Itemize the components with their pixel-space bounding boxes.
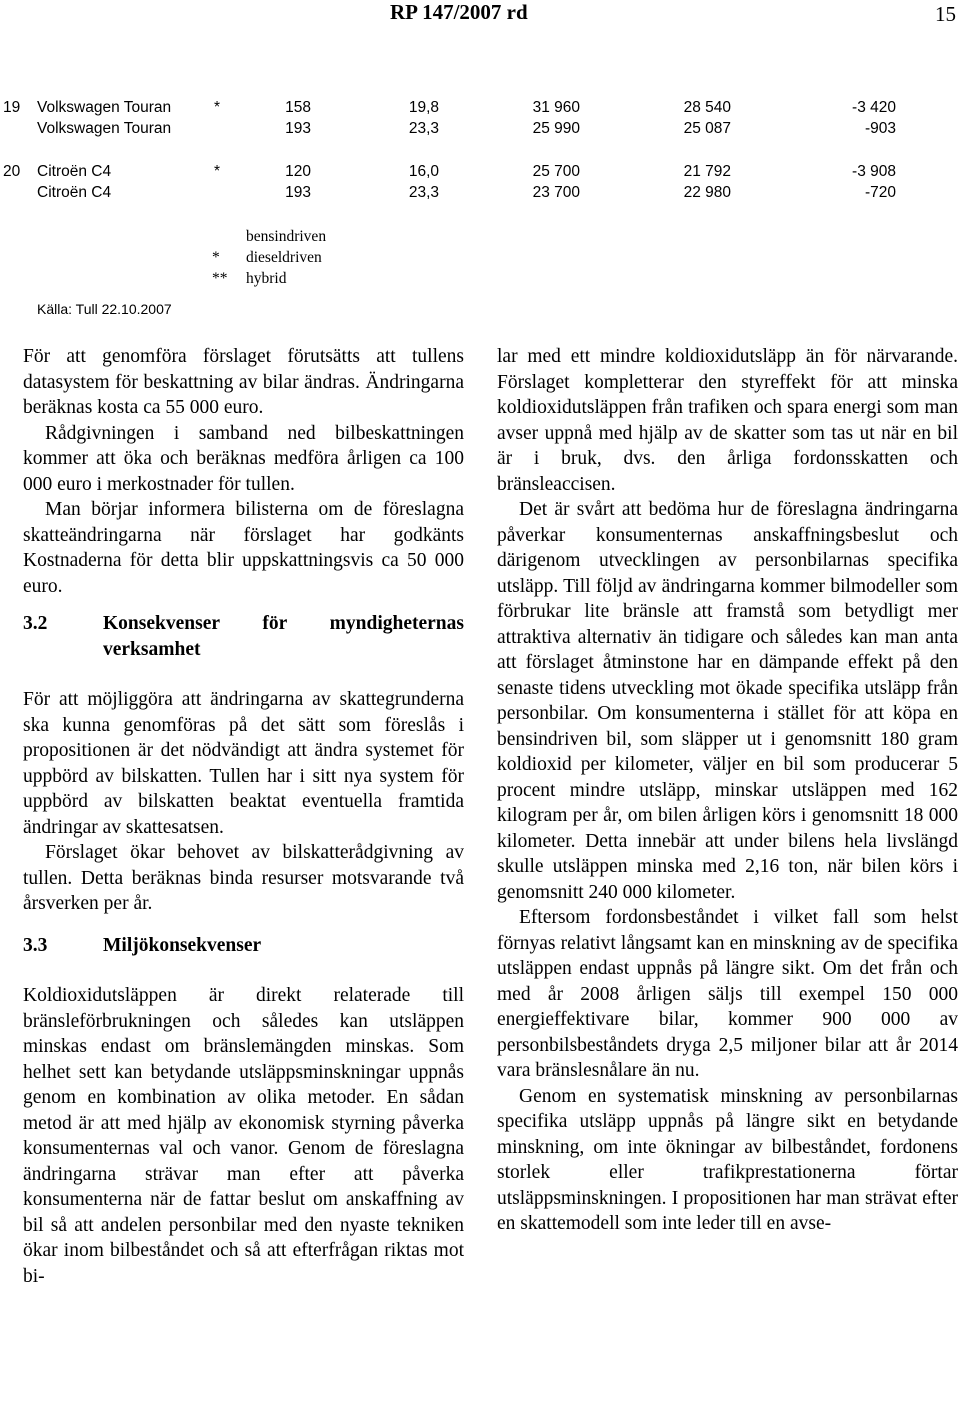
paragraph: För att genomföra förslaget förutsätts att tullens datasystem för beskattning av bilar ändras. Ändringarna beräknas kosta ca 55 000 euro. — [23, 346, 464, 418]
fuel-cell: * — [214, 99, 221, 116]
value-cell: 28 540 — [683, 99, 731, 116]
section-title: Miljökonsekvenser — [103, 934, 262, 956]
value-cell: -903 — [864, 120, 896, 137]
table-group — [0, 163, 960, 205]
paragraph: lar med ett mindre koldioxidutsläpp än för närvarande. Förslaget kompletterar den styreffekt för att minska koldioxidutsläppen från trafiken och spara energi som man avser uppnå med hjälp av de skatter som tas ut när en bil är i bruk, dvs. den årliga fordonsskatten och bränsleaccisen. — [497, 346, 958, 495]
value-cell: 193 — [285, 184, 311, 201]
section-number: 3.2 — [23, 613, 48, 634]
page-number: 15 — [935, 2, 956, 26]
value-cell: 193 — [285, 120, 311, 137]
value-cell: -3 908 — [852, 163, 896, 180]
row-number: 19 — [3, 99, 21, 116]
value-cell: -720 — [864, 184, 896, 201]
right-text-column — [497, 344, 958, 1237]
paragraph: Förslaget ökar behovet av bilskatterådgivning av tullen. Detta beräknas binda resurser motsvarande två årsverken per år. — [23, 842, 464, 914]
legend-text: hybrid — [246, 270, 287, 287]
table-row — [0, 163, 960, 184]
legend-text: dieseldriven — [246, 249, 322, 266]
model-cell: Citroën C4 — [37, 184, 112, 201]
left-text-column — [23, 344, 464, 1289]
value-cell: 19,8 — [408, 99, 439, 116]
value-cell: 21 792 — [683, 163, 731, 180]
document-id: RP 147/2007 rd — [390, 0, 528, 24]
legend-symbol: * — [212, 249, 220, 266]
paragraph: För att möjliggöra att ändringarna av skattegrunderna ska kunna genomföras på det sätt som föreslås i propositionen är det nödvändigt att ändra systemet för uppbörd av bilskatten. Tullen har i sitt nya system för uppbörd av bilskatten beaktat eventuella framtida ändringar av skattesatsen. — [23, 689, 464, 838]
value-cell: 25 700 — [532, 163, 580, 180]
value-cell: 25 990 — [532, 120, 580, 137]
table-group — [0, 99, 960, 141]
paragraph: Eftersom fordonsbeståndet i vilket fall som helst förnyas relativt långsamt kan en minskning av de specifika utsläppen endast uppnås på längre sikt. Om det från och med år 2008 årligen säljs till exempel 150 000 energieffektivare bilar, kommer 900 000 av personbilsbeståndets dryga 2,5 miljoner bilar att år 2014 vara bränslesnålare än nu. — [497, 907, 958, 1081]
paragraph: Man börjar informera bilisterna om de föreslagna skatteändringarna när förslaget har godkänts Kostnaderna för detta blir uppskattningsvis ca 50 000 euro. — [23, 499, 464, 597]
fuel-cell: * — [214, 163, 221, 180]
section-heading-3-2 — [23, 611, 464, 662]
value-cell: -3 420 — [852, 99, 896, 116]
value-cell: 23 700 — [532, 184, 580, 201]
paragraph: Genom en systematisk minskning av personbilarnas specifika utsläpp uppnås på längre sikt en betydande minskning, om inte ökningar av bilbeståndet, fordonens storlek eller trafikprestationerna förtar utsläppsminskningen. I propositionen har man strävat efter en skattemodell som inte leder till en avse- — [497, 1085, 958, 1234]
model-cell: Citroën C4 — [37, 163, 112, 180]
value-cell: 22 980 — [683, 184, 731, 201]
value-cell: 16,0 — [408, 163, 439, 180]
value-cell: 120 — [285, 163, 311, 180]
section-number: 3.3 — [23, 934, 48, 956]
paragraph: Koldioxidutsläppen är direkt relaterade till bränsleförbrukningen och således kan utsläppen minskas endast om bränslemängden minskas. Som helhet sett kan betydande utsläppsminskningar uppnås genom en kombination av olika metoder. En sådan metod är att med hjälp av ekonomisk styrning påverka konsumenternas val och vanor. Genom de föreslagna ändringarna strävar man efter att påverka konsumenterna när de fattar beslut om anskaffning av bil så att andelen personbilar med den nyaste tekniken ökar inom bilbeståndet och så att efterfrågan riktas mot bi- — [23, 985, 464, 1287]
legend-symbol: ** — [212, 270, 228, 287]
table-source: Källa: Tull 22.10.2007 — [37, 301, 172, 317]
row-number: 20 — [3, 163, 21, 180]
table-row — [0, 184, 960, 205]
value-cell: 23,3 — [408, 120, 439, 137]
model-cell: Volkswagen Touran — [37, 120, 172, 137]
value-cell: 158 — [285, 99, 311, 116]
value-cell: 23,3 — [408, 184, 439, 201]
paragraph: Det är svårt att bedöma hur de föreslagna ändringarna påverkar konsumenternas anskaffningsbeslut och därigenom utvecklingen av personbilarnas specifika utsläpp. Till följd av ändringarna kommer bilmodeller som förbrukar lite bränsle att framstå som betydligt mer attraktiva alternativ än tidigare och således kan man anta att förslaget åtminstone har en dämpande effekt på den senaste tidens utveckling mot ökade specifika utsläpp från personbilar. Om konsumenterna i stället för att köpa en bensindriven bil, som släpper ut i genomsnitt 180 gram koldioxid per kilometer, väljer en bil som producerar 5 procent mindre utsläpp, minskar utsläppen med 162 kilogram per år, om bilen årligen körs i genomsnitt 18 000 kilometer. Detta innebär att under bilens hela livslängd skulle utsläppen minska med 2,16 ton, när bilen körs i genomsnitt 240 000 kilometer. — [497, 499, 958, 903]
section-title: Konsekvenser för myndigheternas verksamhet — [103, 613, 464, 660]
model-cell: Volkswagen Touran — [37, 99, 172, 116]
vehicle-emissions-table — [0, 99, 960, 227]
legend-text: bensindriven — [246, 228, 327, 245]
paragraph: Rådgivningen i samband ned bilbeskattningen kommer att öka och beräknas medföra årligen ca 100 000 euro i merkostnader för tullen. — [23, 422, 464, 495]
section-heading-3-3 — [23, 933, 464, 959]
value-cell: 31 960 — [532, 99, 580, 116]
table-row — [0, 120, 960, 141]
value-cell: 25 087 — [683, 120, 731, 137]
table-row — [0, 99, 960, 120]
